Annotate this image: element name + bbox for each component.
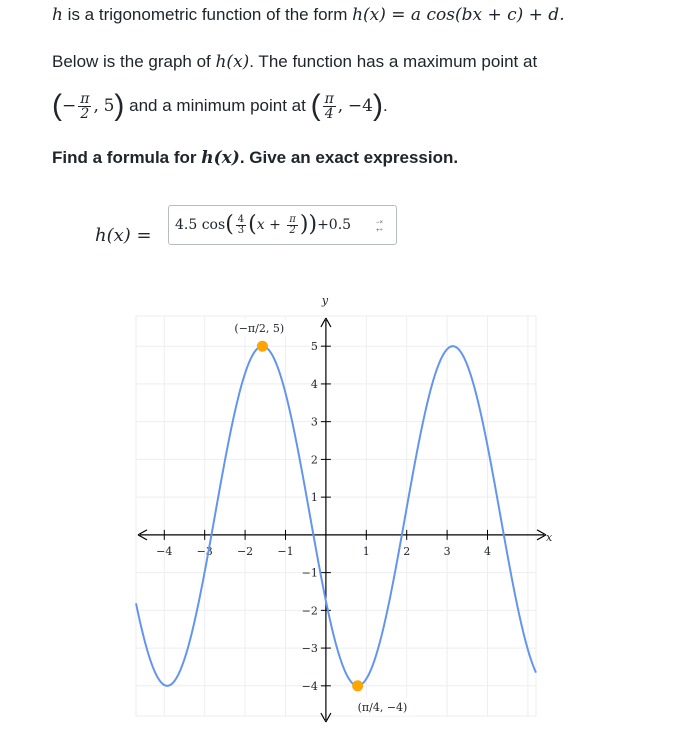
min-point-label: (π/4, −4) [357, 700, 408, 714]
instruction: Find a formula for h(x). Give an exact expression. [52, 148, 459, 168]
x-tick-label: 4 [484, 544, 492, 558]
x-tick-label: 3 [443, 544, 451, 558]
y-axis-label: y [321, 294, 329, 307]
y-tick-label: 5 [310, 340, 318, 354]
y-tick-label: 3 [310, 415, 318, 429]
y-tick-label: 4 [310, 377, 318, 391]
x-axis-label: x [546, 530, 553, 544]
x-tick-label: −4 [156, 544, 173, 558]
problem-intro: h is a trigonometric function of the form h(x) = a cos(bx + c) + d. [52, 5, 565, 25]
x-tick-label: 2 [403, 544, 411, 558]
x-tick-label: −1 [277, 544, 294, 558]
graph-ticks [156, 340, 491, 693]
answer-expression: 4.5 cos ( $\frac{4}{3}$ ( x + $\frac{\pi}{2}$ ) ) +0.5 [175, 212, 352, 237]
max-point [257, 341, 268, 352]
function-curve [136, 346, 536, 686]
y-tick-label: −2 [301, 604, 318, 618]
svg-text:+÷: +÷ [376, 228, 383, 234]
max-point-x-fraction: $\frac{\pi}{2}$ [80, 90, 90, 122]
graph-grid [136, 316, 536, 716]
x-tick-label: −2 [236, 544, 254, 558]
y-tick-label: −1 [301, 566, 318, 580]
x-tick-label: 1 [362, 544, 370, 558]
x-tick-label: −3 [196, 544, 213, 558]
min-point-x-fraction: $\frac{\pi}{4}$ [324, 90, 334, 122]
problem-graph-description: Below is the graph of h(x). The function has a maximum point at [52, 52, 538, 72]
y-tick-label: 1 [310, 491, 318, 505]
y-tick-label: −4 [301, 679, 318, 693]
grid-border [136, 316, 536, 716]
svg-text:−×: −× [376, 220, 384, 226]
y-tick-label: 2 [310, 453, 318, 467]
max-point-label: (−π/2, 5) [234, 322, 285, 336]
min-point [352, 680, 363, 691]
problem-points: ( − $\frac{\pi}{2}$ , 5 ) and a minimum point at ( $\frac{\pi}{4}$ , −4 ) . [52, 89, 388, 122]
answer-label: h(x) = [95, 225, 152, 246]
y-tick-label: −3 [301, 642, 318, 656]
graph-axes [138, 294, 553, 722]
key-points [231, 319, 414, 716]
